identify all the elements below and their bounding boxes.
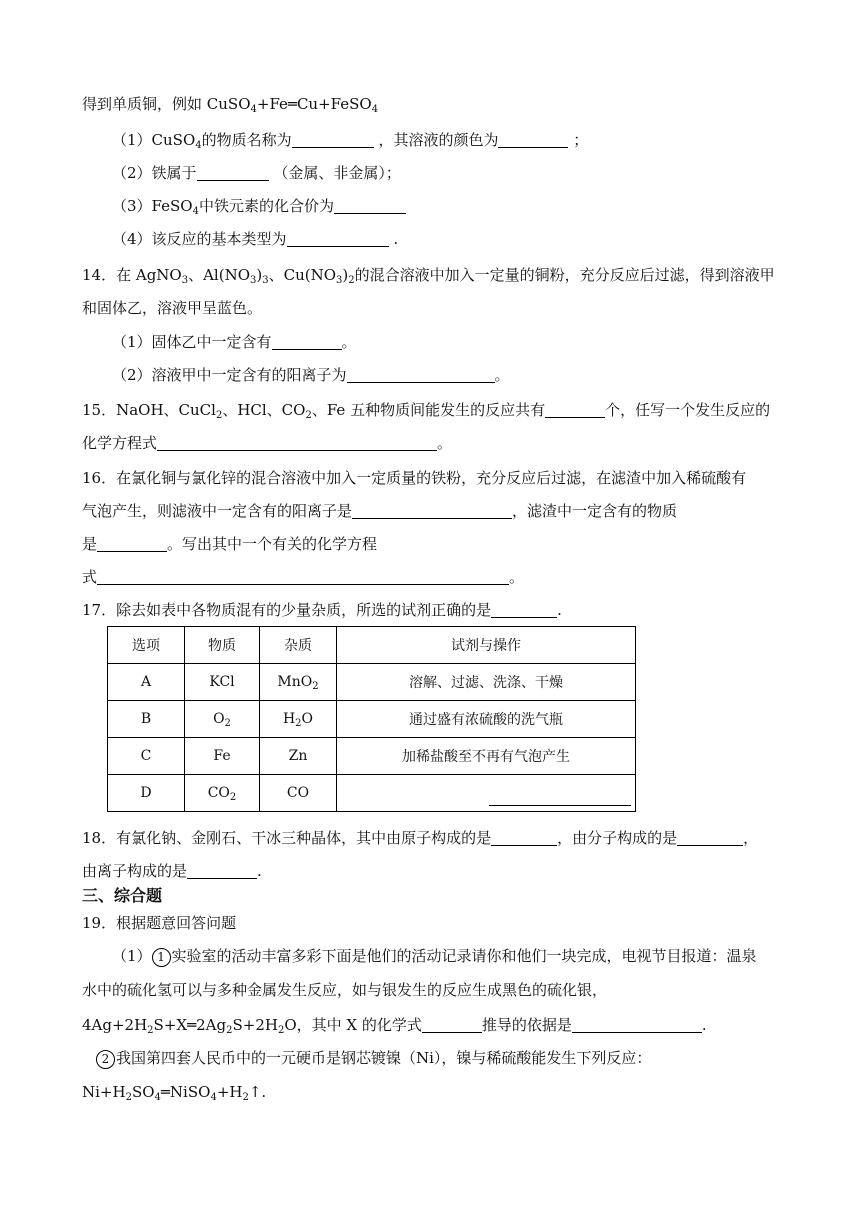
options-table [107, 626, 636, 812]
answer-blank[interactable] [491, 829, 557, 846]
q13-part1: （1）CuSO$_4$的物质名称为 ，其溶液的颜色为 ； [112, 131, 589, 151]
substance-cell: KCl [185, 664, 260, 701]
answer-blank[interactable] [97, 535, 167, 552]
answer-blank[interactable] [97, 568, 509, 585]
answer-blank[interactable] [352, 502, 512, 519]
q19-line3: 水中的硫化氢可以与多种金属发生反应，如与银发生的反应生成黑色的硫化银， [82, 981, 608, 999]
answer-blank[interactable] [187, 862, 257, 879]
answer-blank[interactable] [572, 1016, 702, 1033]
table-row [108, 738, 636, 775]
q13-part2: （2）铁属于 （金属、非金属）； [112, 164, 401, 182]
q19-line5: 2 我国第四套人民币中的一元硬币是钢芯镀镍（Ni），镍与稀硫酸能发生下列反应： [96, 1048, 782, 1069]
answer-blank[interactable] [292, 131, 374, 148]
q15-line1: 15．NaOH、CuCl$_2$、HCl、$CO_2$、Fe 五种物质间能发生的反应共有 个，任写一个发生反应的 [82, 401, 771, 421]
option-cell: C [108, 738, 185, 775]
table-row [108, 701, 636, 738]
section-heading: 三、综合题 [82, 886, 163, 905]
answer-blank[interactable] [498, 131, 568, 148]
answer-blank[interactable] [422, 1016, 482, 1033]
operation-cell: 加稀盐酸至不再有气泡产生 [337, 738, 636, 775]
answer-blank[interactable] [677, 829, 743, 846]
q16-line3: 是 。写出其中一个有关的化学方程 [82, 535, 378, 553]
operation-cell: 溶解、过滤、洗涤、干燥 [337, 664, 636, 701]
option-cell: A [108, 664, 185, 701]
impurity-cell: Zn [260, 738, 337, 775]
table-header-row [108, 627, 636, 664]
header-cell: 选项 [108, 627, 185, 664]
substance-cell: $O_2$ [185, 701, 260, 738]
answer-blank[interactable] [491, 601, 557, 618]
q15-line2: 化学方程式 。 [82, 434, 453, 452]
table-row [108, 664, 636, 701]
impurity-cell: MnO$_2$ [260, 664, 337, 701]
q16-line4: 式 。 [82, 568, 525, 586]
q14-line2: 和固体乙，溶液甲呈蓝色。 [82, 299, 263, 317]
impurity-cell: $H_2O$ [260, 701, 337, 738]
q14-part1: （1）固体乙中一定含有 。 [112, 333, 357, 351]
answer-blank[interactable] [197, 164, 269, 181]
circled-number: 2 [96, 1050, 115, 1069]
operation-cell: 通过盛有浓硫酸的洗气瓶 [337, 701, 636, 738]
intro-line: 得到单质铜，例如 CuSO$_4$+Fe═Cu+FeSO$_4$ [82, 95, 379, 115]
q18-line2: 由离子构成的是 . [82, 862, 262, 880]
header-cell: 杂质 [260, 627, 337, 664]
option-cell: D [108, 775, 185, 812]
option-cell: B [108, 701, 185, 738]
impurity-cell: CO [260, 775, 337, 812]
table-row [108, 775, 636, 812]
operation-cell [337, 775, 636, 812]
q16-line2: 气泡产生，则滤液中一定含有的阳离子是 ，滤渣中一定含有的物质 [82, 502, 678, 520]
answer-blank[interactable] [287, 230, 389, 247]
answer-blank[interactable] [347, 366, 495, 383]
q19-line4: $4Ag+2H_2S+X═2Ag_2S+2H_2O$，其中 X 的化学式 推导的依据是 . [82, 1016, 707, 1036]
substance-cell: Fe [185, 738, 260, 775]
q16-line1: 16．在氯化铜与氯化锌的混合溶液中加入一定质量的铁粉，充分反应后过滤，在滤渣中加入稀硫酸有 [82, 469, 747, 487]
q17-line1: 17．除去如表中各物质混有的少量杂质，所选的试剂正确的是 . [82, 601, 562, 619]
answer-blank[interactable] [157, 434, 437, 451]
header-cell: 物质 [185, 627, 260, 664]
substance-cell: $CO_2$ [185, 775, 260, 812]
q14-part2: （2）溶液甲中一定含有的阳离子为 。 [112, 366, 510, 384]
answer-blank[interactable] [489, 789, 631, 806]
q13-part4: （4）该反应的基本类型为 . [112, 230, 399, 248]
q19-line2: （1） 1 实验室的活动丰富多彩下面是他们的活动记录请你和他们一块完成，电视节目报道：温泉 [112, 947, 757, 965]
circled-number: 1 [152, 948, 171, 967]
header-cell: 试剂与操作 [337, 627, 636, 664]
q19-line1: 19．根据题意回答问题 [82, 914, 237, 932]
q13-part3: （3）FeSO$_4$中铁元素的化合价为 [112, 196, 782, 216]
answer-blank[interactable] [334, 197, 406, 214]
q18-line1: 18．有氯化钠、金刚石、干冰三种晶体，其中由原子构成的是 ，由分子构成的是 ， [82, 829, 759, 847]
answer-blank[interactable] [545, 401, 605, 418]
q19-line6: $Ni+H_2SO_4═NiSO_4+H_2↑$. [82, 1083, 267, 1103]
q14-line1: 14．在 AgNO$_3$、$Al(NO_3)_3$、$Cu(NO_3)_2$的混合溶液中加入一定量的铜粉，充分反应后过滤，得到溶液甲 [82, 266, 775, 286]
answer-blank[interactable] [272, 333, 342, 350]
